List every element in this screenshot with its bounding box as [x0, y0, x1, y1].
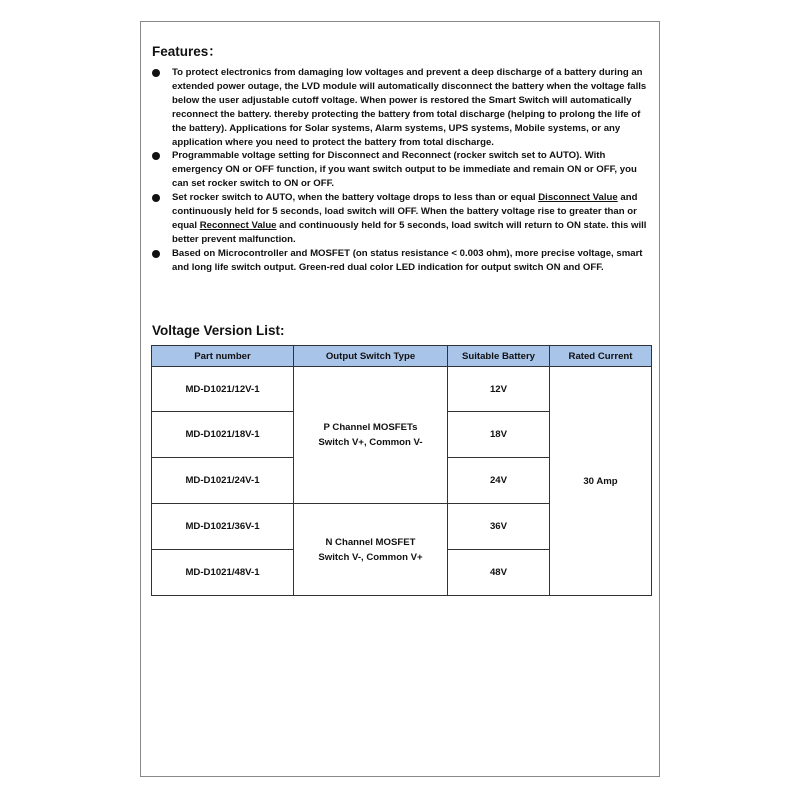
switch-type-line: Switch V+, Common V- [318, 437, 423, 448]
voltage-version-table [151, 345, 652, 596]
disconnect-value-term: Disconnect Value [538, 192, 618, 204]
feature-text: Based on Microcontroller and MOSFET (on status resistance < 0.003 ohm), more precise voltage, smart and long life switch output. Green-red dual color LED indication for output switch ON and OFF. [172, 247, 643, 273]
switch-type-line: Switch V-, Common V+ [318, 551, 423, 563]
part-number-cell: MD-D1021/24V-1 [152, 458, 294, 504]
voltage-list-heading: Voltage Version List: [152, 323, 285, 338]
table-header-row [152, 346, 652, 367]
feature-text: and continuously held for 5 seconds, load switch will return to ON state. this will better prevent malfunction. [172, 219, 647, 245]
feature-text: and continuously held for 5 seconds, load switch will OFF. When the battery voltage rise to greater than or equal [172, 192, 638, 231]
bullet-icon [152, 152, 160, 160]
rated-current-cell: 30 Amp [550, 367, 652, 596]
header-rated-current: Rated Current [550, 346, 652, 367]
header-output-switch-type: Output Switch Type [294, 346, 448, 367]
switch-type-cell [294, 504, 448, 596]
feature-item [151, 247, 651, 275]
bullet-icon [152, 69, 160, 77]
battery-cell: 36V [448, 504, 550, 550]
feature-text: Set rocker switch to AUTO, when the battery voltage drops to less than or equal [172, 192, 539, 204]
part-number-cell: MD-D1021/18V-1 [152, 412, 294, 458]
part-number-cell: MD-D1021/48V-1 [152, 550, 294, 596]
switch-type-line: P Channel MOSFETs [323, 422, 418, 433]
switch-type-line: N Channel MOSFET [325, 536, 416, 548]
battery-cell: 18V [448, 412, 550, 458]
feature-item [151, 66, 651, 149]
table-row [152, 367, 652, 412]
features-list [151, 66, 651, 275]
switch-type-cell [294, 367, 448, 504]
feature-item [151, 191, 651, 247]
feature-item [151, 149, 651, 191]
part-number-cell: MD-D1021/12V-1 [152, 367, 294, 412]
part-number-cell: MD-D1021/36V-1 [152, 504, 294, 550]
document-page [140, 21, 660, 777]
battery-cell: 12V [448, 367, 550, 412]
header-part-number: Part number [152, 346, 294, 367]
battery-cell: 48V [448, 550, 550, 596]
feature-text: Programmable voltage setting for Disconnect and Reconnect (rocker switch set to AUTO). With emergency ON or OFF function, if you want switch output to be immediate and remain ON or OFF, you can set rocker switch to ON or OFF. [172, 150, 637, 190]
features-heading: Features： [152, 44, 222, 59]
header-suitable-battery: Suitable Battery [448, 346, 550, 367]
bullet-icon [152, 194, 160, 202]
reconnect-value-term: Reconnect Value [199, 219, 277, 231]
bullet-icon [152, 250, 160, 258]
battery-cell: 24V [448, 458, 550, 504]
feature-text: To protect electronics from damaging low voltages and prevent a deep discharge of a battery during an extended power outage, the LVD module will automatically disconnect the battery when the voltage falls below the user adjustable cutoff voltage. When power is restored the Smart Switch will automatically reconnect the battery. thereby protecting the battery from total discharge (helping to prolong the life of the battery). Applications for Solar systems, Alarm systems, UPS systems, Mobile systems, or any application where you need to protect the battery from total discharge. [172, 67, 647, 148]
